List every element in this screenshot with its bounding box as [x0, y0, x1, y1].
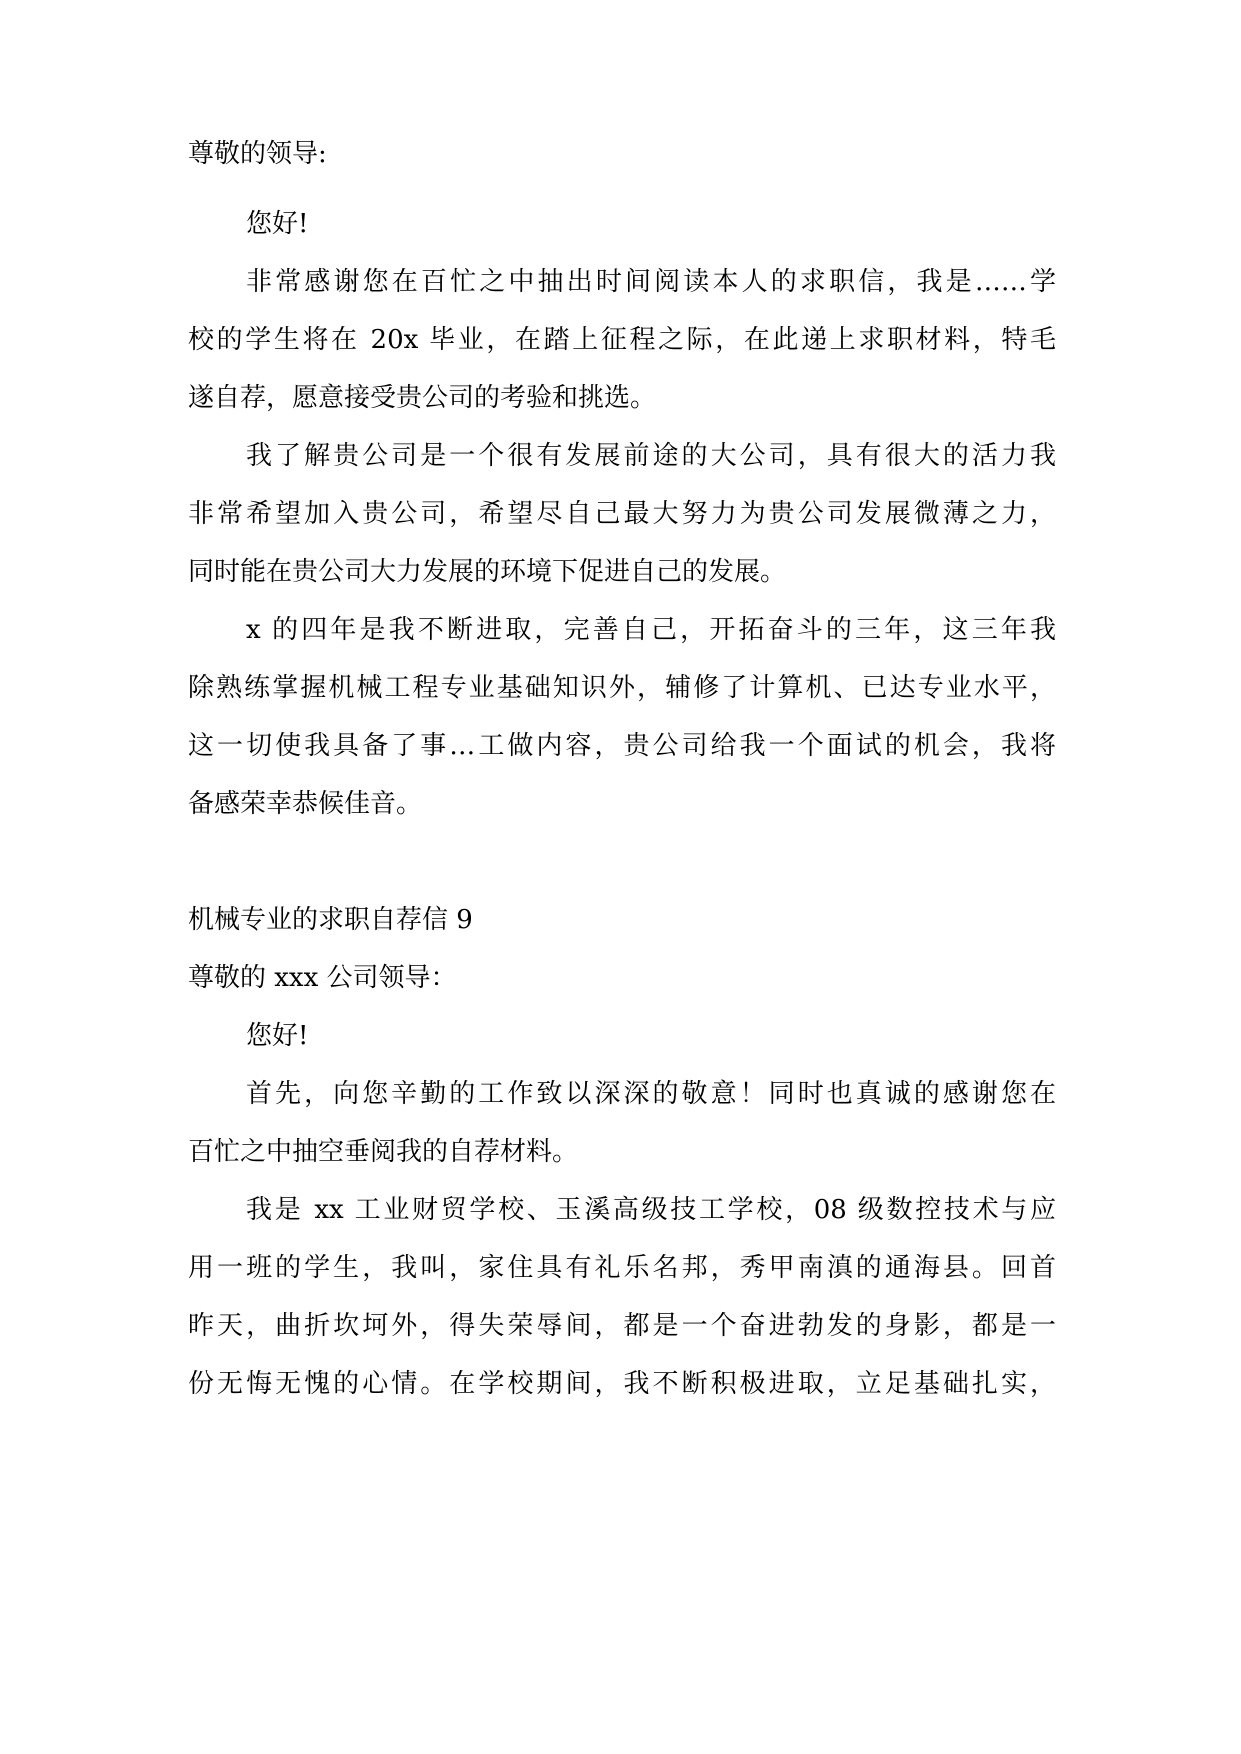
- letter1-line: 除熟练掌握机械工程专业基础知识外，辅修了计算机、已达专业水平，: [188, 673, 1056, 703]
- letter1-salutation: 尊敬的领导:: [188, 139, 327, 169]
- letter2-line: 份无悔无愧的心情。在学校期间，我不断积极进取，立足基础扎实，: [188, 1369, 1056, 1399]
- letter1-line: 我了解贵公司是一个很有发展前途的大公司，具有很大的活力我: [246, 441, 1056, 471]
- letter2-line: 百忙之中抽空垂阅我的自荐材料。: [188, 1137, 579, 1167]
- letter2-line: 昨天，曲折坎坷外，得失荣辱间，都是一个奋进勃发的身影，都是一: [188, 1311, 1056, 1341]
- letter1-line: 这一切使我具备了事…工做内容，贵公司给我一个面试的机会，我将: [188, 731, 1056, 761]
- letter2-line: 用一班的学生，我叫，家住具有礼乐名邦，秀甲南滇的通海县。回首: [188, 1253, 1056, 1283]
- section-title: 机械专业的求职自荐信 9: [188, 905, 473, 935]
- letter2-line: 我是 xx 工业财贸学校、玉溪高级技工学校，08 级数控技术与应: [246, 1195, 1056, 1225]
- letter2-line: 首先，向您辛勤的工作致以深深的敬意！同时也真诚的感谢您在: [246, 1079, 1056, 1109]
- letter1-line: x 的四年是我不断进取，完善自己，开拓奋斗的三年，这三年我: [246, 615, 1056, 645]
- letter1-line: 非常希望加入贵公司，希望尽自己最大努力为贵公司发展微薄之力，: [188, 499, 1056, 529]
- letter1-line: 同时能在贵公司大力发展的环境下促进自己的发展。: [188, 557, 787, 587]
- letter2-salutation: 尊敬的 xxx 公司领导：: [188, 963, 457, 993]
- letter1-line: 备感荣幸恭候佳音。: [188, 789, 423, 819]
- letter1-greeting: 您好!: [246, 209, 309, 239]
- letter1-line: 校的学生将在 20x 毕业，在踏上征程之际，在此递上求职材料，特毛: [188, 325, 1056, 355]
- letter1-line: 非常感谢您在百忙之中抽出时间阅读本人的求职信，我是……学: [246, 267, 1056, 297]
- letter1-line: 遂自荐，愿意接受贵公司的考验和挑选。: [188, 383, 657, 413]
- letter2-greeting: 您好!: [246, 1021, 309, 1051]
